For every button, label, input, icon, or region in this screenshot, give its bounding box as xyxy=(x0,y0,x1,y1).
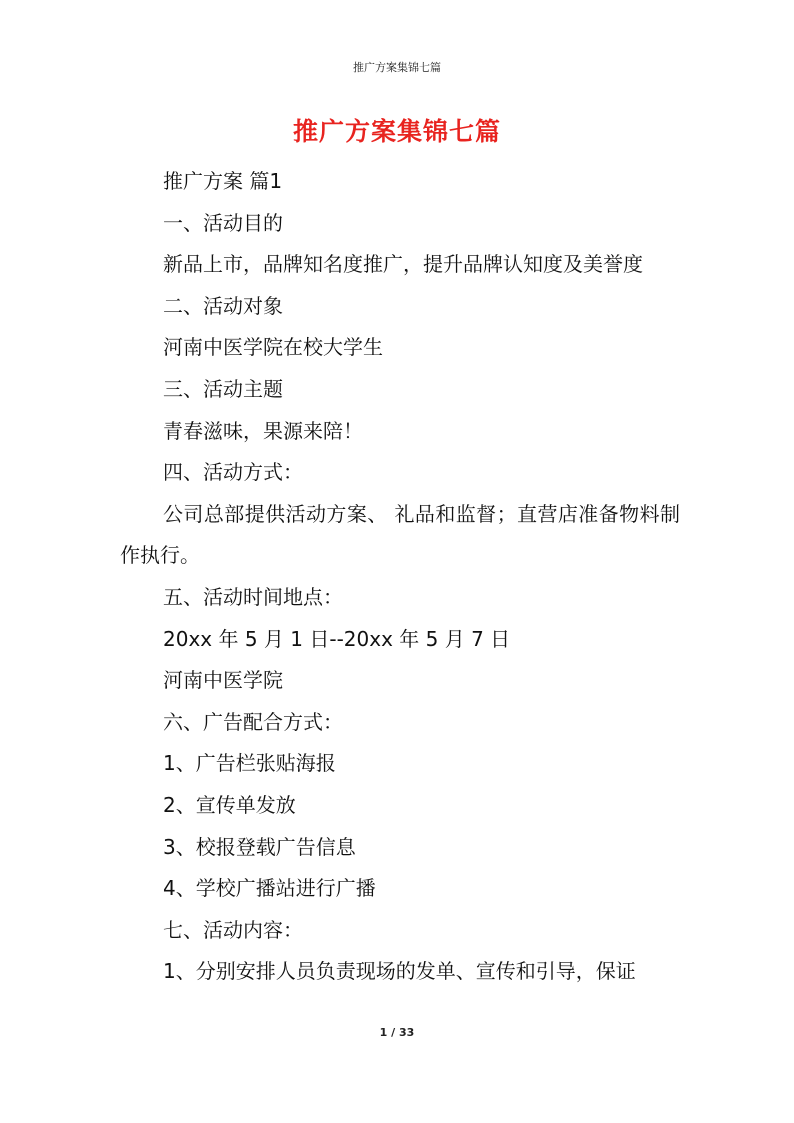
advertising-item-4: 4、学校广播站进行广播 xyxy=(163,876,376,901)
advertising-item-2: 2、宣传单发放 xyxy=(163,792,296,817)
section-heading-purpose: 一、活动目的 xyxy=(163,210,283,235)
audience-text: 河南中医学院在校大学生 xyxy=(163,335,383,360)
time-text: 20xx 年 5 月 1 日--20xx 年 5 月 7 日 xyxy=(163,626,511,651)
content-item-1: 1、分别安排人员负责现场的发单、宣传和引导，保证 xyxy=(163,959,636,984)
place-text: 河南中医学院 xyxy=(163,668,283,693)
document-title: 推广方案集锦七篇 xyxy=(292,117,501,146)
page-number: 1 / 33 xyxy=(379,1026,415,1039)
document-body xyxy=(120,161,680,993)
section-heading-plan-1: 推广方案 篇1 xyxy=(163,169,283,193)
theme-text: 青春滋味，果源来陪！ xyxy=(163,418,363,443)
section-heading-time-place: 五、活动时间地点： xyxy=(163,584,343,609)
section-heading-method: 四、活动方式： xyxy=(163,460,303,485)
running-header: 推广方案集锦七篇 xyxy=(353,61,441,74)
purpose-text: 新品上市，品牌知名度推广，提升品牌认知度及美誉度 xyxy=(163,252,643,277)
section-heading-audience: 二、活动对象 xyxy=(163,293,283,318)
advertising-item-1: 1、广告栏张贴海报 xyxy=(163,751,336,776)
section-heading-content: 七、活动内容： xyxy=(163,917,303,942)
advertising-item-3: 3、校报登载广告信息 xyxy=(163,834,356,859)
method-text: 公司总部提供活动方案、 礼品和监督；直营店准备物料制作执行。 xyxy=(120,501,680,568)
section-heading-advertising: 六、广告配合方式： xyxy=(163,709,343,734)
section-heading-theme: 三、活动主题 xyxy=(163,376,283,401)
